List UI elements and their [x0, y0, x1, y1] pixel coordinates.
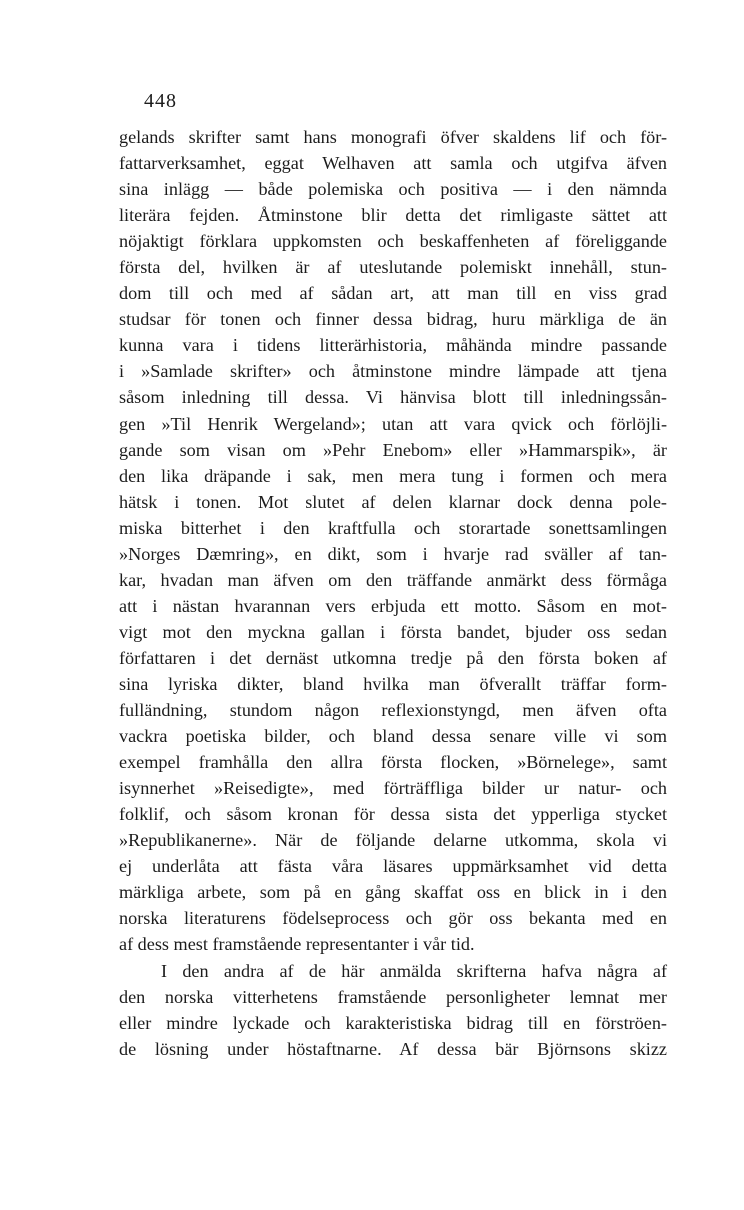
text-line: norska literaturens födelseprocess och gör oss bekanta med en — [119, 908, 667, 929]
text-line: den norska vitterhetens framstående personligheter lemnat mer — [119, 986, 667, 1007]
text-line: vigt mot den myckna gallan i första bandet, bjuder oss sedan — [119, 621, 667, 642]
text-line: fulländning, stundom någon reflexionstyngd, men äfven ofta — [119, 700, 667, 721]
text-line: sina inlägg — både polemiska och positiva — i den nämnda — [119, 179, 667, 200]
text-line: fattarverksamhet, eggat Welhaven att samla och utgifva äfven — [119, 153, 667, 174]
text-line: den lika dräpande i sak, men mera tung i formen och mera — [119, 465, 667, 486]
text-line: exempel framhålla den allra första flocken, »Börnelege», samt — [119, 752, 667, 773]
text-line: nöjaktigt förklara uppkomsten och beskaffenheten af föreliggande — [119, 231, 667, 252]
text-line: hätsk i tonen. Mot slutet af delen klarnar dock denna pole- — [119, 491, 667, 512]
text-line: kar, hvadan man äfven om den träffande anmärkt dess förmåga — [119, 569, 667, 590]
text-line: folklif, och såsom kronan för dessa sista det ypperliga stycket — [119, 804, 667, 825]
text-line: ej underlåta att fästa våra läsares uppmärksamhet vid detta — [119, 856, 667, 877]
paragraph-2 — [119, 958, 667, 1062]
text-line: I den andra af de här anmälda skrifterna hafva några af — [161, 960, 667, 981]
text-line: författaren i det dernäst utkomna tredje på den första boken af — [119, 647, 667, 668]
text-line: såsom inledning till dessa. Vi hänvisa blott till inledningssån- — [119, 387, 667, 408]
text-line: miska bitterhet i den kraftfulla och storartade sonettsamlingen — [119, 517, 667, 538]
text-line: »Republikanerne». När de följande delarne utkomma, skola vi — [119, 830, 667, 851]
text-line: »Norges Dæmring», en dikt, som i hvarje rad sväller af tan- — [119, 543, 667, 564]
page-number: 448 — [144, 90, 177, 112]
text-line: gelands skrifter samt hans monografi öfver skaldens lif och för- — [119, 127, 667, 147]
text-line: dom till och med af sådan art, att man till en viss grad — [119, 283, 667, 304]
text-line: af dess mest framstående representanter i vår tid. — [119, 934, 475, 955]
text-line: isynnerhet »Reisedigte», med förträffliga bilder ur natur- och — [119, 778, 667, 799]
text-line: gen »Til Henrik Wergeland»; utan att vara qvick och förlöjli- — [119, 413, 667, 434]
text-line: studsar för tonen och finner dessa bidrag, huru märkliga de än — [119, 309, 667, 330]
text-line: första del, hvilken är af uteslutande polemiskt innehåll, stun- — [119, 257, 667, 278]
text-line: vackra poetiska bilder, och bland dessa senare ville vi som — [119, 726, 667, 747]
text-line: att i nästan hvarannan vers erbjuda ett motto. Såsom en mot- — [119, 595, 667, 616]
text-line: literära fejden. Åtminstone blir detta det rimligaste sättet att — [119, 205, 667, 226]
text-line: i »Samlade skrifter» och åtminstone mindre lämpade att tjena — [119, 361, 667, 382]
paragraph-1 — [119, 124, 667, 958]
text-line: märkliga arbete, som på en gång skaffat oss en blick in i den — [119, 882, 667, 903]
text-line: de lösning under höstaftnarne. Af dessa bär Björnsons skizz — [119, 1038, 667, 1059]
text-line: eller mindre lyckade och karakteristiska bidrag till en förströen- — [119, 1012, 667, 1033]
text-line: sina lyriska dikter, bland hvilka man öfverallt träffar form- — [119, 673, 667, 694]
text-line: kunna vara i tidens litterärhistoria, måhända mindre passande — [119, 335, 667, 356]
body-text — [119, 124, 667, 1062]
text-line: gande som visan om »Pehr Enebom» eller »Hammarspik», är — [119, 439, 667, 460]
